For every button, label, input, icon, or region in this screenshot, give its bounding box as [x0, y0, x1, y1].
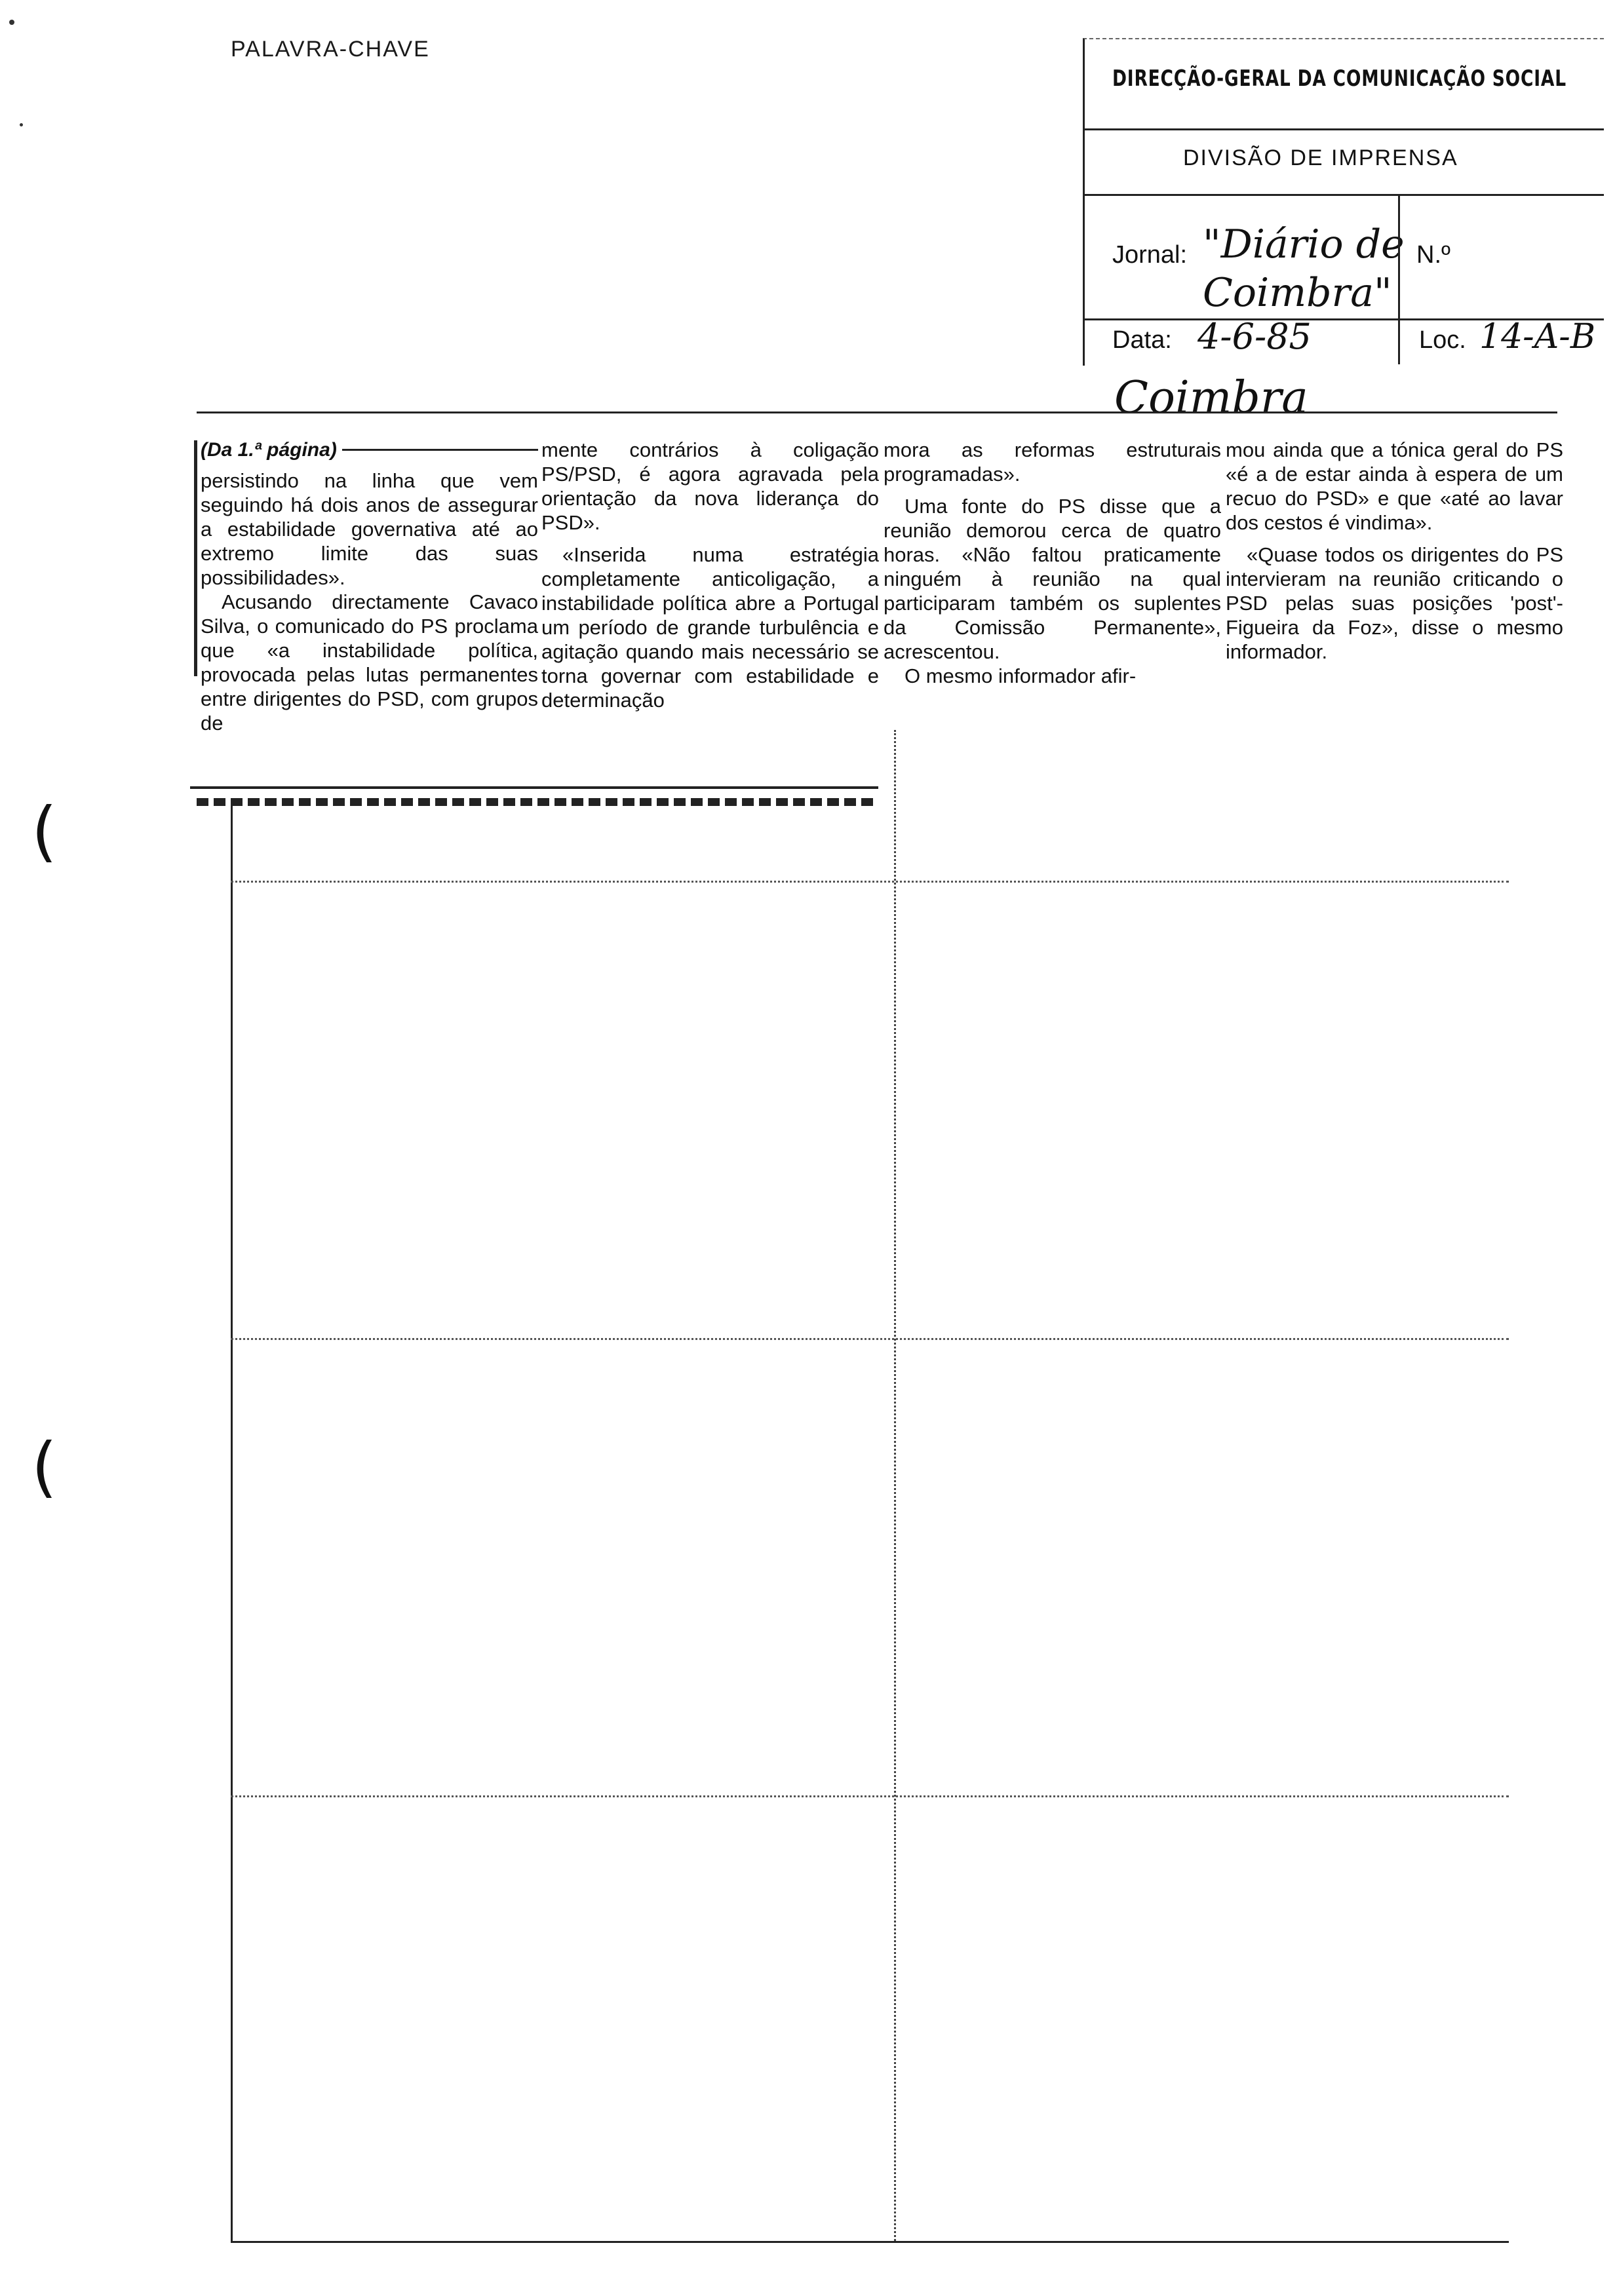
grid-center-divider [894, 730, 896, 2241]
article-column-1 [201, 438, 538, 735]
stamp-organization: DIRECÇÃO-GERAL DA COMUNICAÇÃO SOCIAL [1112, 66, 1566, 92]
stamp-divider [1398, 305, 1400, 364]
paragraph: mora as reformas estruturais programadas». [884, 438, 1221, 486]
article-column-3 [884, 438, 1221, 688]
loc-handwritten: 14-A-B [1479, 317, 1596, 356]
clipping-margin-mark [194, 440, 197, 676]
source-line [201, 438, 538, 462]
clipping-top-rule [197, 411, 1557, 413]
paragraph: Uma fonte do PS disse que a reunião demorou cerca de quatro horas. «Não faltou praticamente ninguém à reunião na qual participaram também os suplentes da Comissão Permanente», acrescentou. [884, 495, 1221, 663]
speck [9, 20, 14, 25]
grid-row-divider [231, 881, 1509, 883]
article-column-4 [1226, 438, 1563, 664]
paragraph: mente contrários à coligação PS/PSD, é agora agravada pela orientação da nova liderança do PSD». [541, 438, 879, 534]
speck [20, 123, 23, 126]
stamp-division-row [1085, 128, 1604, 196]
jornal-handwritten: "Diário de Coimbra" [1203, 221, 1405, 316]
paragraph: Acusando directamente Cavaco Silva, o comunicado do PS proclama que «a instabilidade política, provocada pelas lutas permanentes entre dirigentes do PSD, com grupos de [201, 590, 538, 735]
source-rule [342, 449, 538, 451]
keyword-label: PALAVRA-CHAVE [231, 37, 430, 62]
punch-hole-mark: ( [31, 1428, 58, 1505]
stamp-org-row [1085, 39, 1604, 130]
loc-label: Loc. [1419, 326, 1466, 354]
grid-row-divider [231, 1795, 1509, 1797]
paragraph: «Quase todos os dirigentes do PS intervieram na reunião criticando o PSD pelas suas posições 'post'-Figueira da Foz», disse o mesmo informador. [1226, 543, 1563, 663]
grid-bottom-border [231, 2241, 1509, 2243]
article-column-2 [541, 438, 879, 712]
stamp-divider [1398, 194, 1400, 318]
jornal-label: Jornal: [1112, 241, 1188, 269]
city-handwritten-note: Coimbra [1114, 372, 1308, 424]
data-label: Data: [1112, 326, 1172, 354]
grid-left-border [231, 806, 233, 2241]
registry-stamp [1083, 38, 1604, 366]
source-reference: (Da 1.ª página) [201, 439, 337, 461]
numero-label: N.º [1416, 241, 1450, 269]
paragraph: mou ainda que a tónica geral do PS «é a de estar ainda à espera de um recuo do PSD» e que «até ao lavar dos cestos é vindima». [1226, 438, 1563, 534]
stamp-division: DIVISÃO DE IMPRENSA [1183, 145, 1458, 170]
clipping-cut-edge [190, 786, 878, 789]
clipping-cut-headline-remnant [197, 798, 878, 806]
punch-hole-mark: ( [31, 793, 58, 870]
paragraph: «Inserida numa estratégia completamente anticoligação, a instabilidade política abre a Portugal um período de grande turbulência e agitação quando mais necessário se torna governar com estabilidade e determinação [541, 543, 879, 712]
stamp-jornal-row [1085, 194, 1604, 320]
paragraph: O mesmo informador afir- [905, 664, 1137, 687]
data-handwritten: 4-6-85 [1197, 316, 1312, 357]
stamp-date-row [1085, 318, 1604, 364]
paragraph: persistindo na linha que vem seguindo há dois anos de assegurar a estabilidade governativa até ao extremo limite das suas possibilidades». [201, 469, 538, 589]
grid-row-divider [231, 1338, 1509, 1340]
